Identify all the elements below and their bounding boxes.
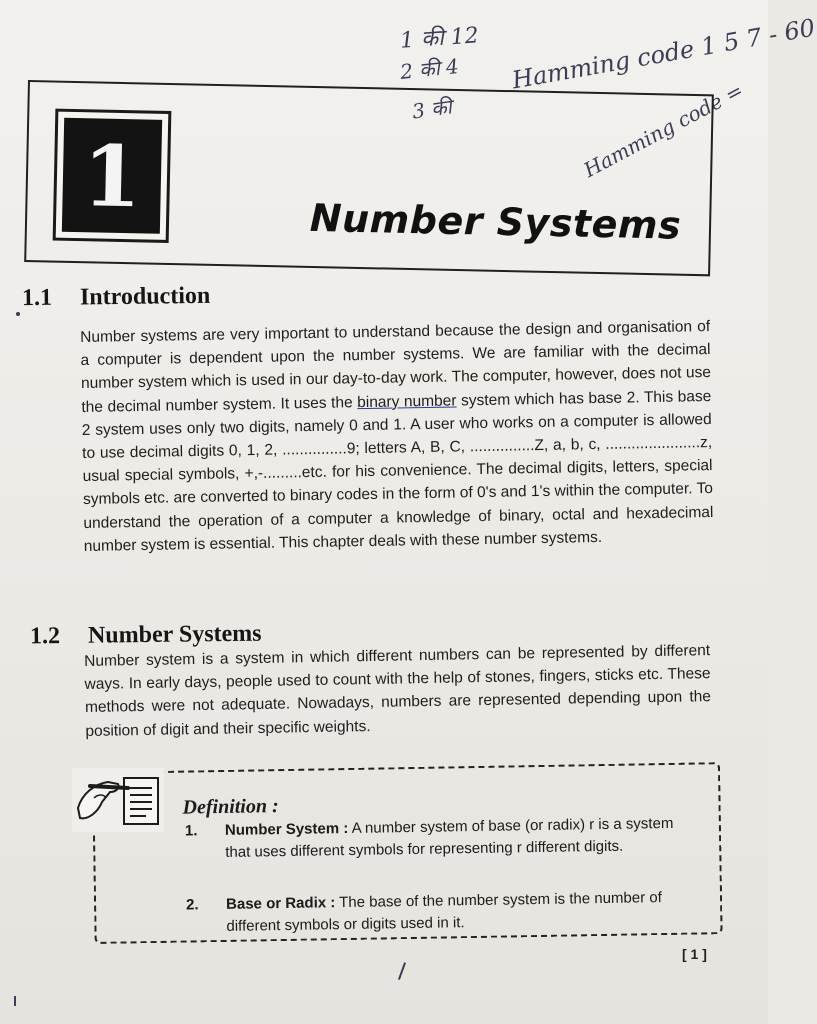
handwritten-note: 3 की [410, 94, 454, 124]
definition-term: Base or Radix : [225, 894, 336, 913]
underlined-text: binary number [357, 392, 457, 411]
chapter-header [24, 80, 714, 276]
definition-title: Definition : [182, 795, 279, 819]
item-number: 2. [185, 896, 199, 914]
page-number: [ 1 ] [682, 946, 707, 962]
number-systems-paragraph: Number system is a system in which different numbers can be represented by different ways. In early days, people used to count with the help of stones, fingers, sticks etc. These methods were not adequate. Nowadays, numbers are represented depending upon the position of digit and their specific weights. [84, 642, 712, 740]
definition-item [185, 887, 677, 938]
paragraph-text: system which has base 2. This base 2 system uses only two digits, namely 0 and 1. A user who works on a computer is allowed to use decimal digits 0, 1, 2, ...............9; letters A, B, C, ...............Z, a, b, c, ......................z, usual special symbols, +,-.........etc. for his convenience. The decimal digits, letters, special symbols etc. are converted to binary codes in the form of 0's and 1's within the computer. To understand the operation of a computer a knowledge of binary, octal and hexadecimal number system is essential. This chapter deals with these number systems. [81, 387, 714, 555]
section-number: 1.1 [21, 284, 53, 312]
chapter-number-box [53, 109, 172, 243]
definition-item [184, 813, 676, 864]
chapter-title: Number Systems [309, 195, 682, 248]
stray-mark [398, 962, 406, 979]
definition-text: The base of the number system is the number of different symbols or digits used in it. [226, 889, 662, 935]
chapter-number: 1 [62, 118, 162, 234]
stray-mark [14, 996, 16, 1006]
section-heading [22, 283, 211, 312]
hand-writing-document-icon [72, 768, 164, 832]
section-title: Introduction [79, 282, 211, 311]
section-number: 1.2 [29, 623, 61, 650]
handwritten-note: 2 की 4 [398, 53, 460, 85]
section-title: Number Systems [87, 620, 262, 649]
paragraph-text: Number systems are very important to understand because the design and organisation of a computer is dependent upon the number systems. We are familiar with the decimal number system which is used in our day-to-day work. The computer, however, does not use the decimal number system. It uses the [80, 318, 712, 416]
stray-mark [16, 312, 20, 316]
intro-paragraph [80, 315, 714, 558]
handwritten-note: Hamming code 1 5 7 - 60 [509, 13, 817, 95]
definition-term: Number System : [224, 819, 349, 839]
definition-box [92, 762, 723, 944]
section-heading [30, 621, 262, 651]
definition-text: A number system of base (or radix) r is a system that uses different symbols for representing r different digits. [225, 814, 674, 861]
item-number: 1. [184, 822, 198, 840]
handwritten-note: Hamming code = [579, 77, 748, 183]
handwritten-note: 1 की 12 [399, 23, 480, 54]
